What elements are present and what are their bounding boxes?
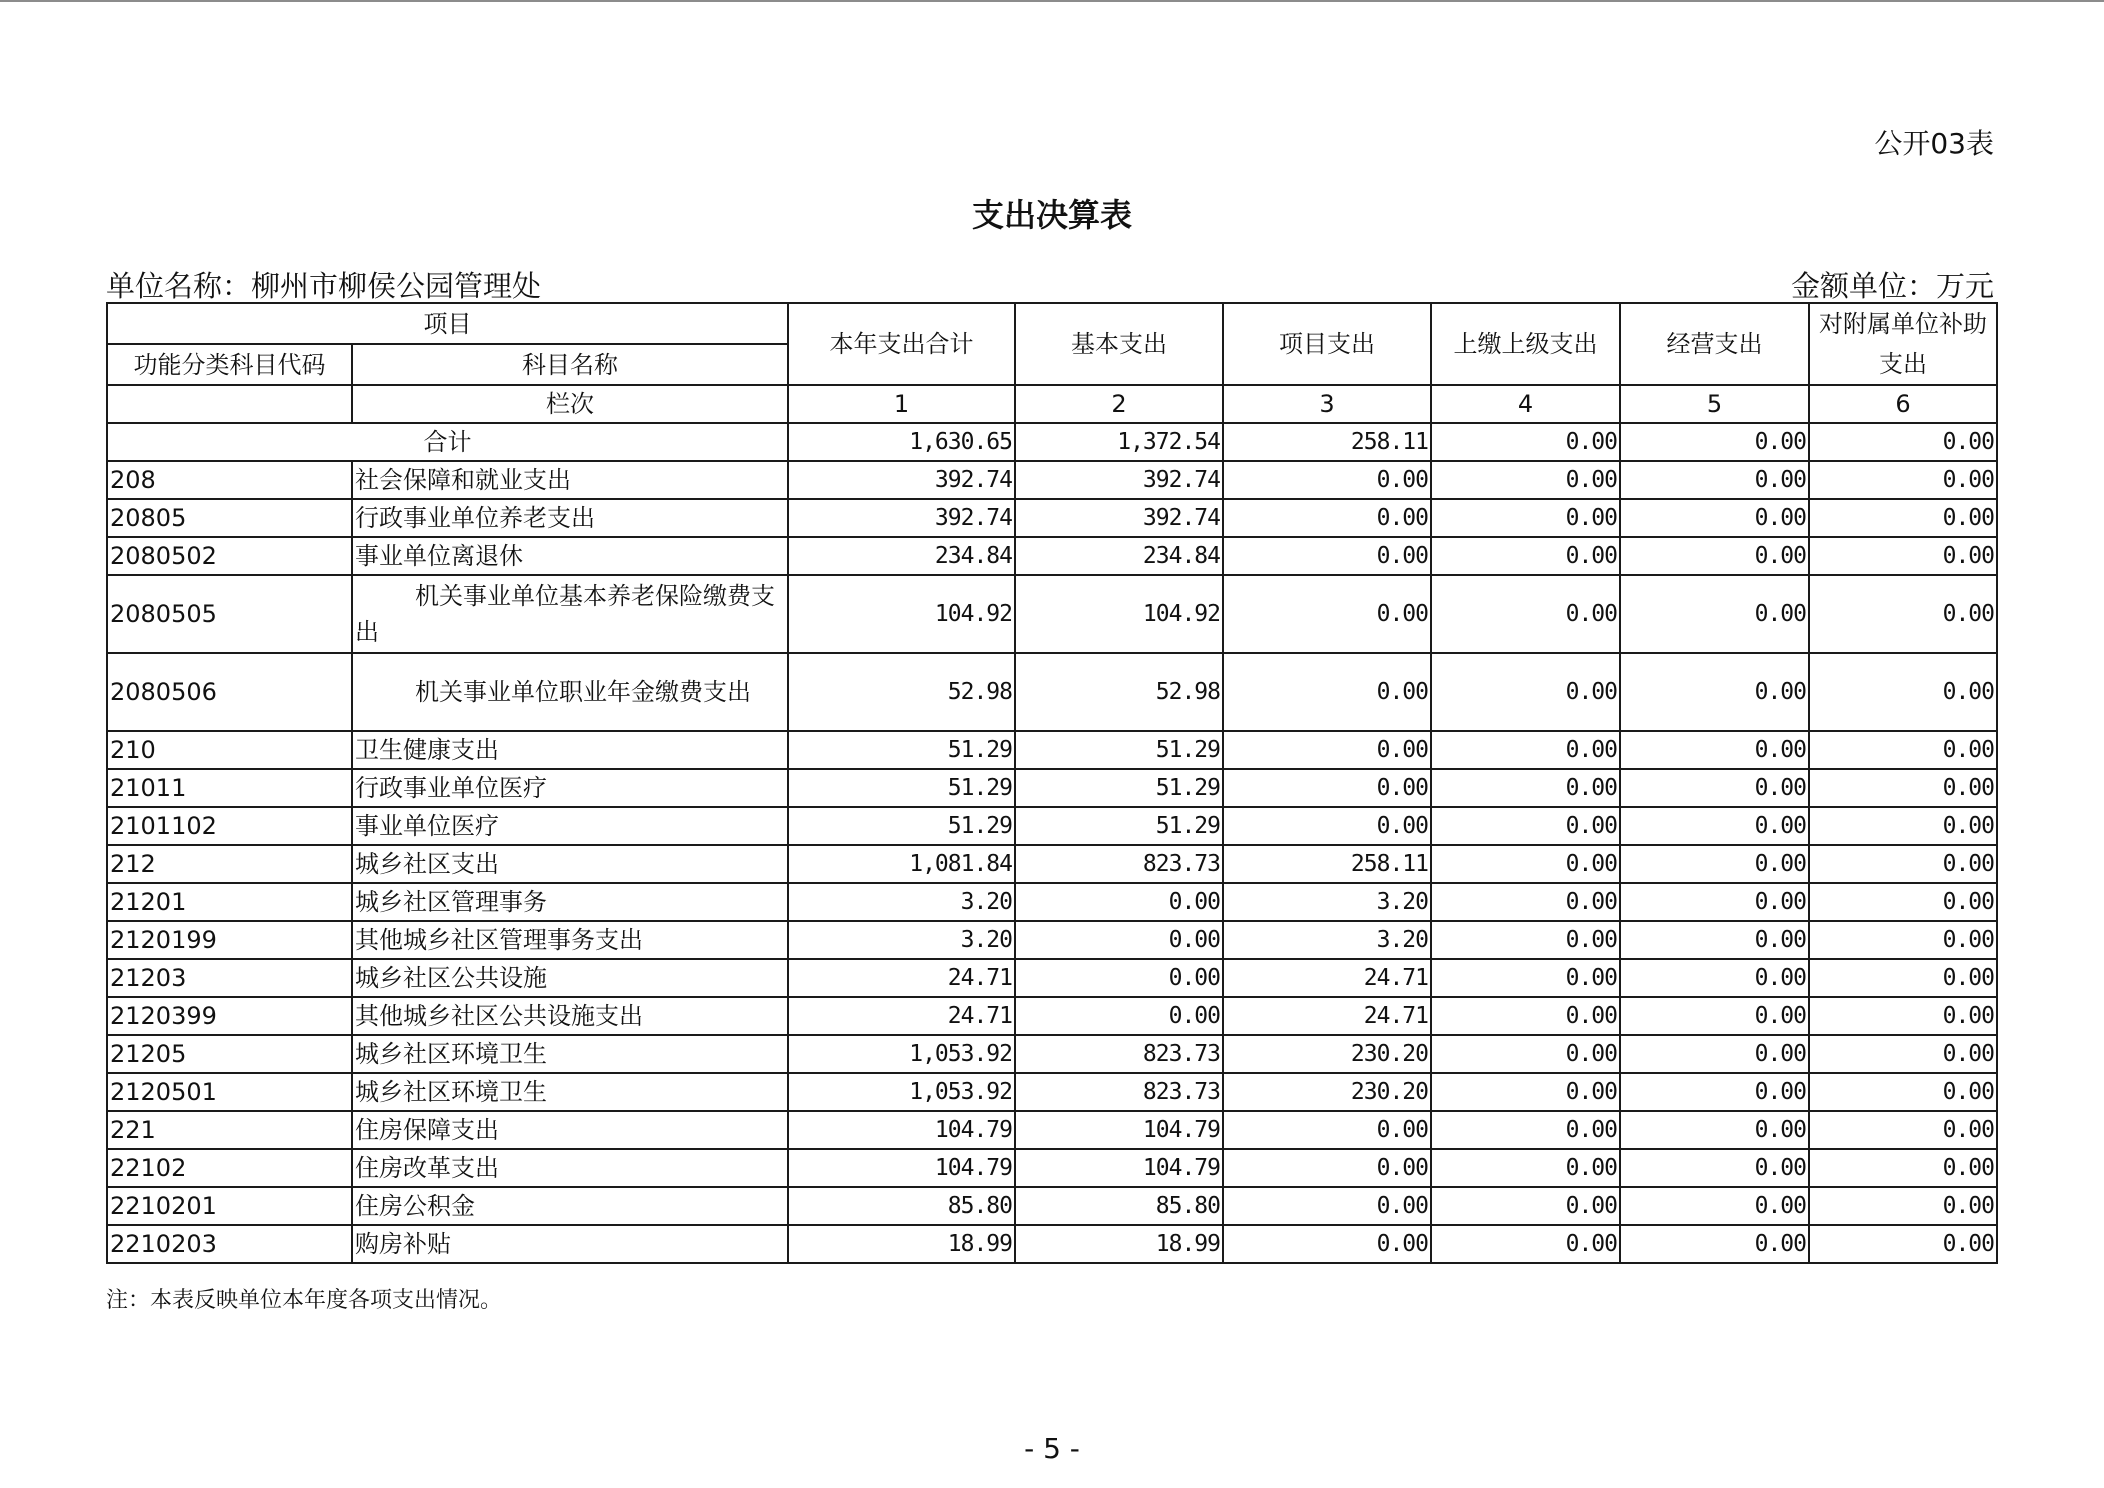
row-code: 210 <box>107 731 352 769</box>
row-value: 230.20 <box>1223 1035 1431 1073</box>
row-value: 0.00 <box>1809 537 1997 575</box>
row-subject-name: 事业单位离退休 <box>352 537 788 575</box>
row-value: 0.00 <box>1809 653 1997 731</box>
total-value: 258.11 <box>1223 423 1431 461</box>
row-code: 2120399 <box>107 997 352 1035</box>
table-row <box>107 769 1997 807</box>
column-no-6: 6 <box>1809 385 1997 423</box>
row-code: 21201 <box>107 883 352 921</box>
row-value: 0.00 <box>1223 575 1431 653</box>
form-number: 公开03表 <box>1874 127 1994 160</box>
top-border-line <box>0 0 2104 2</box>
row-value: 24.71 <box>788 997 1015 1035</box>
table-row <box>107 1225 1997 1263</box>
table-row <box>107 921 1997 959</box>
row-code: 20805 <box>107 499 352 537</box>
row-value: 0.00 <box>1620 1035 1809 1073</box>
row-value: 0.00 <box>1015 883 1223 921</box>
row-value: 0.00 <box>1431 1187 1620 1225</box>
row-code: 2101102 <box>107 807 352 845</box>
amount-unit: 金额单位：万元 <box>1790 269 1994 303</box>
row-subject-name: 行政事业单位养老支出 <box>352 499 788 537</box>
row-value: 0.00 <box>1223 1149 1431 1187</box>
row-value: 0.00 <box>1015 959 1223 997</box>
header-subject: 科目名称 <box>352 344 788 385</box>
row-code: 2080502 <box>107 537 352 575</box>
row-value: 0.00 <box>1223 1111 1431 1149</box>
table-row <box>107 1035 1997 1073</box>
page-number: - 5 - <box>1024 1432 1080 1465</box>
row-value: 0.00 <box>1809 731 1997 769</box>
row-value: 392.74 <box>788 499 1015 537</box>
row-value: 234.84 <box>1015 537 1223 575</box>
row-value: 0.00 <box>1431 1035 1620 1073</box>
row-value: 0.00 <box>1431 959 1620 997</box>
row-value: 0.00 <box>1620 1149 1809 1187</box>
row-subject-name: 购房补贴 <box>352 1225 788 1263</box>
row-value: 0.00 <box>1431 1149 1620 1187</box>
row-subject-name: 住房公积金 <box>352 1187 788 1225</box>
row-value: 3.20 <box>1223 883 1431 921</box>
row-value: 3.20 <box>1223 921 1431 959</box>
row-value: 0.00 <box>1620 499 1809 537</box>
table-row <box>107 1111 1997 1149</box>
column-no-3: 3 <box>1223 385 1431 423</box>
row-value: 0.00 <box>1809 921 1997 959</box>
row-value: 104.92 <box>1015 575 1223 653</box>
row-value: 0.00 <box>1431 807 1620 845</box>
header-project: 项目支出 <box>1223 303 1431 385</box>
row-value: 0.00 <box>1015 921 1223 959</box>
row-code: 21205 <box>107 1035 352 1073</box>
table-row <box>107 807 1997 845</box>
total-value: 0.00 <box>1620 423 1809 461</box>
row-value: 24.71 <box>1223 959 1431 997</box>
row-value: 104.79 <box>788 1111 1015 1149</box>
table-row <box>107 731 1997 769</box>
row-value: 0.00 <box>1809 1035 1997 1073</box>
total-value: 1,372.54 <box>1015 423 1223 461</box>
row-code: 2210201 <box>107 1187 352 1225</box>
row-value: 234.84 <box>788 537 1015 575</box>
row-value: 0.00 <box>1015 997 1223 1035</box>
row-code: 208 <box>107 461 352 499</box>
row-value: 0.00 <box>1431 1111 1620 1149</box>
table-row <box>107 1073 1997 1111</box>
row-value: 0.00 <box>1620 921 1809 959</box>
row-subject-name: 城乡社区管理事务 <box>352 883 788 921</box>
row-value: 0.00 <box>1223 807 1431 845</box>
header-code: 功能分类科目代码 <box>107 344 352 385</box>
table-row <box>107 1187 1997 1225</box>
row-value: 0.00 <box>1809 769 1997 807</box>
total-label: 合计 <box>107 423 788 461</box>
row-code: 2120501 <box>107 1073 352 1111</box>
row-value: 0.00 <box>1809 1111 1997 1149</box>
table-row <box>107 653 1997 731</box>
row-subject-name: 机关事业单位职业年金缴费支出 <box>352 653 788 731</box>
table-row <box>107 883 1997 921</box>
row-subject-name: 行政事业单位医疗 <box>352 769 788 807</box>
document-title: 支出决算表 <box>971 196 1132 234</box>
row-value: 0.00 <box>1620 769 1809 807</box>
row-value: 0.00 <box>1431 537 1620 575</box>
row-code: 221 <box>107 1111 352 1149</box>
table-row <box>107 997 1997 1035</box>
unit-name: 单位名称：柳州市柳侯公园管理处 <box>106 269 542 303</box>
row-value: 0.00 <box>1223 1187 1431 1225</box>
row-value: 0.00 <box>1431 883 1620 921</box>
column-no-1: 1 <box>788 385 1015 423</box>
row-value: 0.00 <box>1809 1225 1997 1263</box>
row-value: 0.00 <box>1809 845 1997 883</box>
column-no-5: 5 <box>1620 385 1809 423</box>
row-value: 51.29 <box>1015 731 1223 769</box>
row-code: 2080506 <box>107 653 352 731</box>
row-value: 0.00 <box>1620 959 1809 997</box>
row-value: 24.71 <box>1223 997 1431 1035</box>
row-value: 0.00 <box>1223 461 1431 499</box>
table-note: 注：本表反映单位本年度各项支出情况。 <box>106 1288 503 1313</box>
row-value: 0.00 <box>1809 807 1997 845</box>
total-row <box>107 423 1997 461</box>
row-value: 1,081.84 <box>788 845 1015 883</box>
row-value: 0.00 <box>1431 731 1620 769</box>
row-subject-name: 社会保障和就业支出 <box>352 461 788 499</box>
row-code: 21203 <box>107 959 352 997</box>
row-value: 85.80 <box>1015 1187 1223 1225</box>
table-row <box>107 845 1997 883</box>
row-value: 52.98 <box>1015 653 1223 731</box>
row-value: 823.73 <box>1015 1073 1223 1111</box>
row-value: 0.00 <box>1809 997 1997 1035</box>
row-value: 51.29 <box>1015 769 1223 807</box>
row-value: 0.00 <box>1431 461 1620 499</box>
row-value: 0.00 <box>1223 499 1431 537</box>
row-value: 0.00 <box>1431 845 1620 883</box>
header-business: 经营支出 <box>1620 303 1809 385</box>
row-value: 3.20 <box>788 921 1015 959</box>
row-value: 104.79 <box>1015 1111 1223 1149</box>
row-value: 823.73 <box>1015 845 1223 883</box>
row-value: 0.00 <box>1620 653 1809 731</box>
row-value: 823.73 <box>1015 1035 1223 1073</box>
table-row <box>107 499 1997 537</box>
row-value: 0.00 <box>1809 959 1997 997</box>
total-value: 0.00 <box>1431 423 1620 461</box>
row-code: 2080505 <box>107 575 352 653</box>
row-value: 104.92 <box>788 575 1015 653</box>
row-value: 0.00 <box>1223 653 1431 731</box>
row-value: 0.00 <box>1223 731 1431 769</box>
header-item: 项目 <box>107 303 788 344</box>
table-row <box>107 959 1997 997</box>
row-value: 0.00 <box>1620 537 1809 575</box>
row-code: 2210203 <box>107 1225 352 1263</box>
row-value: 0.00 <box>1431 769 1620 807</box>
row-value: 0.00 <box>1620 997 1809 1035</box>
row-subject-name: 机关事业单位基本养老保险缴费支出 <box>352 575 788 653</box>
row-value: 1,053.92 <box>788 1035 1015 1073</box>
row-value: 51.29 <box>1015 807 1223 845</box>
total-value: 0.00 <box>1809 423 1997 461</box>
header-basic: 基本支出 <box>1015 303 1223 385</box>
row-subject-name: 城乡社区支出 <box>352 845 788 883</box>
row-value: 392.74 <box>1015 499 1223 537</box>
row-subject-name: 城乡社区环境卫生 <box>352 1073 788 1111</box>
row-value: 0.00 <box>1431 499 1620 537</box>
row-subject-name: 城乡社区公共设施 <box>352 959 788 997</box>
row-value: 258.11 <box>1223 845 1431 883</box>
row-value: 0.00 <box>1431 653 1620 731</box>
row-value: 1,053.92 <box>788 1073 1015 1111</box>
row-value: 0.00 <box>1431 1073 1620 1111</box>
table-row <box>107 461 1997 499</box>
row-value: 0.00 <box>1809 1149 1997 1187</box>
column-no-4: 4 <box>1431 385 1620 423</box>
row-value: 51.29 <box>788 807 1015 845</box>
row-code: 22102 <box>107 1149 352 1187</box>
row-code: 2120199 <box>107 921 352 959</box>
row-value: 3.20 <box>788 883 1015 921</box>
table-row <box>107 1149 1997 1187</box>
row-value: 24.71 <box>788 959 1015 997</box>
row-value: 51.29 <box>788 731 1015 769</box>
row-value: 230.20 <box>1223 1073 1431 1111</box>
header-upper: 上缴上级支出 <box>1431 303 1620 385</box>
row-value: 0.00 <box>1223 537 1431 575</box>
column-no-blank <box>107 385 352 423</box>
row-value: 0.00 <box>1620 575 1809 653</box>
row-subject-name: 其他城乡社区管理事务支出 <box>352 921 788 959</box>
row-value: 0.00 <box>1223 1225 1431 1263</box>
row-value: 0.00 <box>1620 1187 1809 1225</box>
row-value: 104.79 <box>788 1149 1015 1187</box>
row-value: 0.00 <box>1809 499 1997 537</box>
row-value: 85.80 <box>788 1187 1015 1225</box>
row-value: 0.00 <box>1809 883 1997 921</box>
row-value: 0.00 <box>1809 575 1997 653</box>
total-value: 1,630.65 <box>788 423 1015 461</box>
expenditure-table <box>106 302 1998 1264</box>
row-value: 0.00 <box>1223 769 1431 807</box>
row-code: 212 <box>107 845 352 883</box>
row-value: 0.00 <box>1431 921 1620 959</box>
row-subject-name: 住房改革支出 <box>352 1149 788 1187</box>
row-value: 0.00 <box>1620 1111 1809 1149</box>
row-value: 0.00 <box>1620 1073 1809 1111</box>
row-code: 21011 <box>107 769 352 807</box>
row-value: 0.00 <box>1620 845 1809 883</box>
row-subject-name: 住房保障支出 <box>352 1111 788 1149</box>
header-subsidy: 对附属单位补助支出 <box>1809 303 1997 385</box>
row-value: 0.00 <box>1809 461 1997 499</box>
row-value: 104.79 <box>1015 1149 1223 1187</box>
row-value: 18.99 <box>1015 1225 1223 1263</box>
column-no-label: 栏次 <box>352 385 788 423</box>
row-value: 0.00 <box>1620 883 1809 921</box>
row-subject-name: 卫生健康支出 <box>352 731 788 769</box>
row-value: 0.00 <box>1620 731 1809 769</box>
row-value: 18.99 <box>788 1225 1015 1263</box>
row-subject-name: 事业单位医疗 <box>352 807 788 845</box>
row-value: 0.00 <box>1809 1073 1997 1111</box>
row-value: 0.00 <box>1620 1225 1809 1263</box>
column-no-2: 2 <box>1015 385 1223 423</box>
row-value: 0.00 <box>1809 1187 1997 1225</box>
table-row <box>107 537 1997 575</box>
row-value: 0.00 <box>1620 807 1809 845</box>
row-value: 52.98 <box>788 653 1015 731</box>
row-value: 0.00 <box>1431 575 1620 653</box>
row-value: 0.00 <box>1431 1225 1620 1263</box>
row-value: 392.74 <box>788 461 1015 499</box>
header-total: 本年支出合计 <box>788 303 1015 385</box>
row-subject-name: 其他城乡社区公共设施支出 <box>352 997 788 1035</box>
row-subject-name: 城乡社区环境卫生 <box>352 1035 788 1073</box>
row-value: 0.00 <box>1620 461 1809 499</box>
row-value: 0.00 <box>1431 997 1620 1035</box>
table-body <box>107 423 1997 1263</box>
row-value: 51.29 <box>788 769 1015 807</box>
table-row <box>107 575 1997 653</box>
row-value: 392.74 <box>1015 461 1223 499</box>
